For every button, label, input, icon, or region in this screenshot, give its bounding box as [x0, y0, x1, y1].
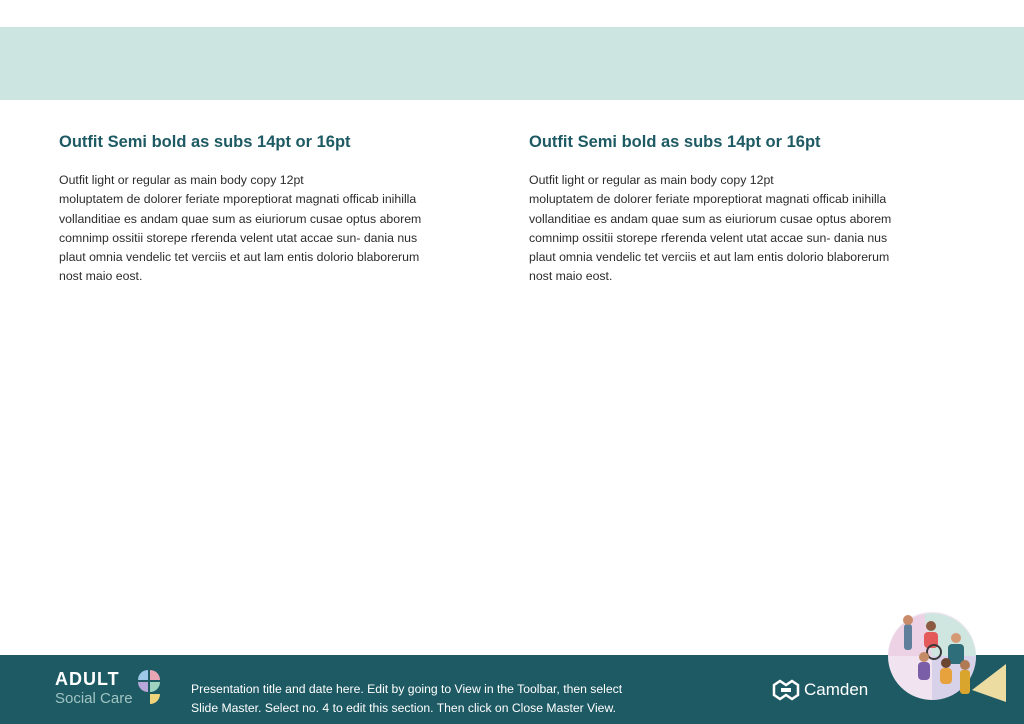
camden-logo-icon [772, 679, 800, 701]
column-left-body: Outfit light or regular as main body copy 12pt moluptatem de dolorer feriate mporeptiorat magnati officab inihilla vollanditiae es andam quae sum as eiuriorum cusae optus aborem comnimp ossitii storepe rferenda velent utat accae sun- dania nus plaut omnia vendelic tet verciis et aut lam entis dolorio blaborerum nost maio eost. [59, 173, 422, 284]
column-left-heading: Outfit Semi bold as subs 14pt or 16pt [59, 133, 351, 151]
camden-wordmark: Camden [804, 680, 869, 699]
logo-social-care-word: Social Care [55, 690, 133, 707]
adult-social-care-logo [55, 669, 165, 711]
column-right [529, 130, 949, 287]
header-band [0, 27, 1024, 100]
logo-adult-word: ADULT [55, 669, 120, 689]
column-left [59, 130, 479, 287]
column-right-heading: Outfit Semi bold as subs 14pt or 16pt [529, 133, 821, 151]
footer-presentation-text: Presentation title and date here. Edit by going to View in the Toolbar, then select Slide Master. Select no. 4 to edit this section. Then click on Close Master View. [191, 682, 623, 715]
column-right-body: Outfit light or regular as main body copy 12pt moluptatem de dolorer feriate mporeptiorat magnati officab inihilla vollanditiae es andam quae sum as eiuriorum cusae optus aborem comnimp ossitii storepe rferenda velent utat accae sun- dania nus plaut omnia vendelic tet verciis et aut lam entis dolorio blaborerum nost maio eost. [529, 173, 892, 284]
adult-social-care-mark-icon [137, 669, 161, 707]
community-illustration [884, 604, 1006, 704]
